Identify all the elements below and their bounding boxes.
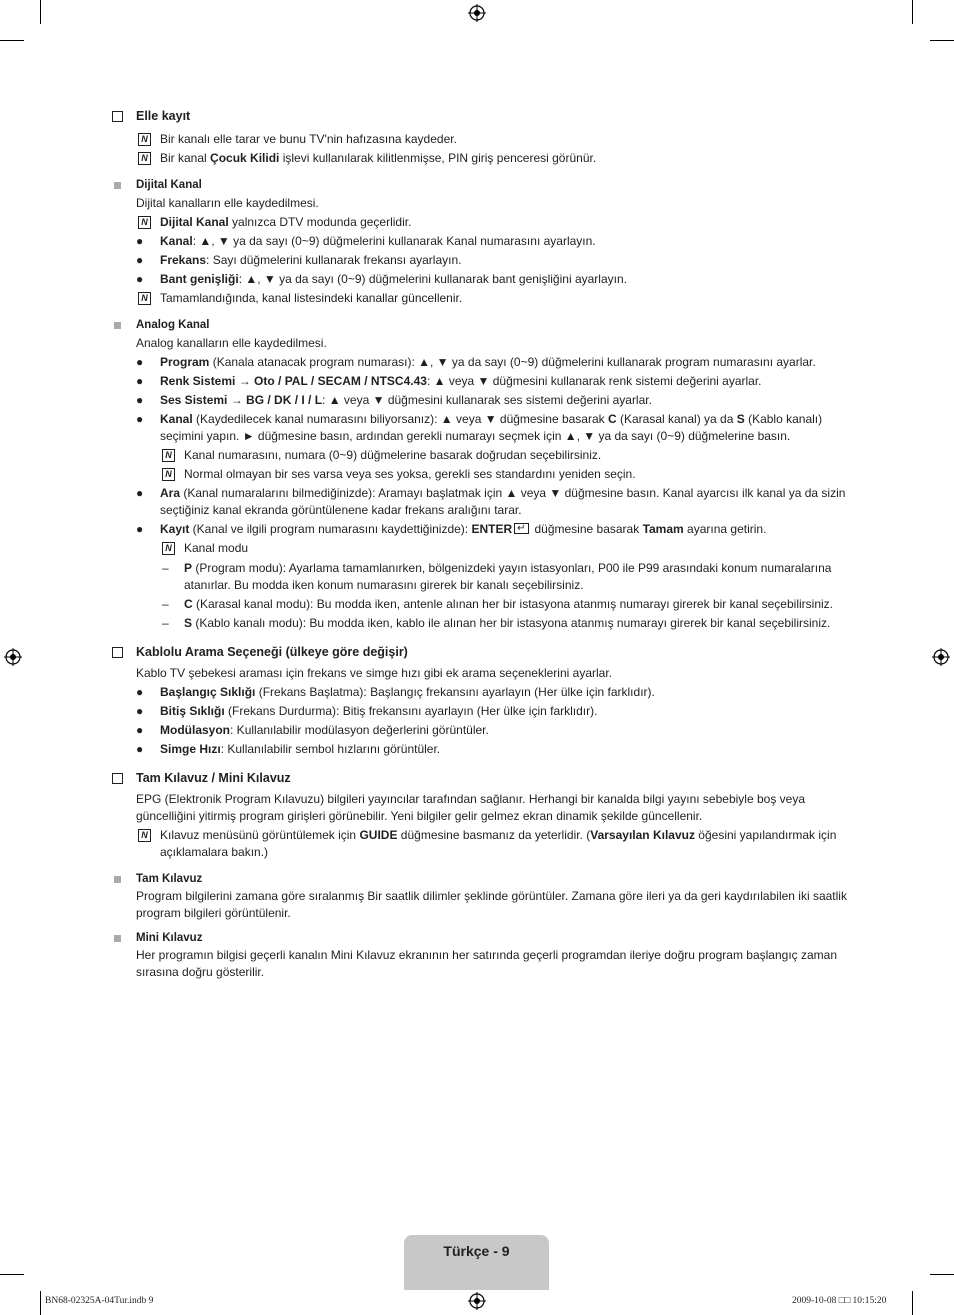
square-bullet-icon bbox=[114, 876, 121, 883]
list-item: ● Frekans: Sayı düğmelerini kullanarak frekansı ayarlayın. bbox=[136, 253, 462, 267]
note: N Kanal numarasını, numara (0~9) düğmelerine basarak doğrudan seçebilirsiniz. bbox=[112, 447, 847, 464]
paragraph: EPG (Elektronik Program Kılavuzu) bilgileri yayıncılar tarafından sağlanır. Herhangi bir kanalda bilgi yayını sebebiyle boş veya güncelliğini yitirmiş program girişleri görünebilir. Yeni bilgiler gelir gelmez ekran dinamik şekilde güncellenir. bbox=[136, 792, 805, 823]
subsection-heading-mini-kilavuz: Mini Kılavuz bbox=[112, 930, 847, 946]
note-icon: N bbox=[138, 152, 151, 165]
page-number: Türkçe - 9 bbox=[443, 1243, 510, 1259]
print-slug-right: 2009-10-08 □□ 10:15:20 bbox=[792, 1296, 887, 1306]
section-heading-elle-kayit: Elle kayıt bbox=[112, 108, 847, 125]
paragraph: Dijital kanalların elle kaydedilmesi. bbox=[136, 196, 319, 210]
list-item: ● Renk Sistemi → Oto / PAL / SECAM / NTSC4.43: ▲ veya ▼ düğmesini kullanarak renk sistemi değerini ayarlar. bbox=[136, 374, 762, 388]
paragraph: Analog kanalların elle kaydedilmesi. bbox=[136, 336, 327, 350]
subsection-heading-analog: Analog Kanal bbox=[112, 317, 847, 333]
note-icon: N bbox=[162, 542, 175, 555]
subsection-heading-dijital: Dijital Kanal bbox=[112, 177, 847, 193]
checkbox-bullet-icon bbox=[112, 773, 123, 784]
note-icon: N bbox=[138, 292, 151, 305]
list-item: ● Bant genişliği: ▲, ▼ ya da sayı (0~9) düğmelerini kullanarak bant genişliğini ayarlayın. bbox=[136, 272, 627, 286]
note-icon: N bbox=[138, 829, 151, 842]
list-item: ● Kanal: ▲, ▼ ya da sayı (0~9) düğmelerini kullanarak Kanal numarasını ayarlayın. bbox=[136, 234, 596, 248]
list-item: ● Modülasyon: Kullanılabilir modülasyon değerlerini görüntüler. bbox=[136, 723, 489, 737]
note-icon: N bbox=[138, 216, 151, 229]
print-slug-left: BN68-02325A-04Tur.indb 9 bbox=[45, 1296, 154, 1306]
enter-icon bbox=[514, 523, 529, 534]
list-item: ● Başlangıç Sıklığı (Frekans Başlatma): Başlangıç frekansını ayarlayın (Her ülke için farklıdır). bbox=[136, 685, 655, 699]
list-item: ● Program (Kanala atanacak program numarası): ▲, ▼ ya da sayı (0~9) düğmelerini kullanarak program numarasını ayarlar. bbox=[136, 355, 816, 369]
list-item: – P (Program modu): Ayarlama tamamlanırken, bölgenizdeki yayın istasyonları, P00 ile P99 arasındaki konum numaralarına atanırlar. Bu modda iken konum numarasını girerek bir kanalı seçebilirsiniz. bbox=[162, 561, 832, 592]
square-bullet-icon bbox=[114, 182, 121, 189]
list-item: – S (Kablo kanalı modu): Bu modda iken, kablo ile alınan her bir istasyona atanmış numarayı girerek bir kanal seçebilirsiniz. bbox=[162, 616, 831, 630]
crosshair-icon bbox=[468, 4, 486, 22]
subsection-heading-tam-kilavuz: Tam Kılavuz bbox=[112, 871, 847, 887]
section-heading-kilavuz: Tam Kılavuz / Mini Kılavuz bbox=[112, 770, 847, 787]
list-item: ● Ses Sistemi → BG / DK / I / L: ▲ veya ▼ düğmesini kullanarak ses sistemi değerini ayarlar. bbox=[136, 393, 652, 407]
crosshair-icon bbox=[932, 648, 950, 666]
crosshair-icon bbox=[4, 648, 22, 666]
note: N Kanal modu bbox=[112, 540, 847, 557]
list-item: ● Kayıt (Kanal ve ilgili program numarasını kaydettiğinizde): ENTER↵ düğmesine basarak Tamam ayarına getirin. bbox=[112, 521, 847, 538]
crop-mark bbox=[912, 1291, 913, 1315]
note: N Bir kanal Çocuk Kilidi işlevi kullanılarak kilitlenmişse, PIN giriş penceresi görünür. bbox=[112, 150, 847, 167]
note-icon: N bbox=[162, 468, 175, 481]
crop-mark bbox=[0, 40, 24, 41]
list-item: – C (Karasal kanal modu): Bu modda iken, antenle alınan her bir istasyona atanmış numarayı girerek bir kanal seçebilirsiniz. bbox=[162, 597, 833, 611]
paragraph: Her programın bilgisi geçerli kanalın Mini Kılavuz ekranının her satırında geçerli programdan ileriye doğru program başlangıç zaman sırasına doğru gösterilir. bbox=[136, 948, 838, 979]
list-item: ● Bitiş Sıklığı (Frekans Durdurma): Bitiş frekansını ayarlayın (Her ülke için farklıdır). bbox=[136, 704, 598, 718]
square-bullet-icon bbox=[114, 322, 121, 329]
note: N Bir kanalı elle tarar ve bunu TV'nin hafızasına kaydeder. bbox=[112, 131, 847, 148]
note-icon: N bbox=[138, 133, 151, 146]
checkbox-bullet-icon bbox=[112, 111, 123, 122]
crop-mark bbox=[40, 1291, 41, 1315]
note: N Kılavuz menüsünü görüntülemek için GUIDE düğmesine basmanız da yeterlidir. (Varsayılan Kılavuz öğesini yapılandırmak için açıklamalara bakın.) bbox=[112, 827, 847, 861]
square-bullet-icon bbox=[114, 935, 121, 942]
note-icon: N bbox=[162, 449, 175, 462]
crosshair-icon bbox=[468, 1292, 486, 1310]
list-item: ● Ara (Kanal numaralarını bilmediğinizde): Aramayı başlatmak için ▲ veya ▼ düğmesine basın. Kanal ayarcısı ilk kanal ya da sizin seçtiğiniz kanal ekranda görüntülenene kadar frekans aralığını tarar. bbox=[136, 486, 846, 517]
note: N Tamamlandığında, kanal listesindeki kanallar güncellenir. bbox=[112, 290, 847, 307]
crop-mark bbox=[0, 1274, 24, 1275]
paragraph: Program bilgilerini zamana göre sıralanmış Bir saatlik dilimler şeklinde görüntüler. Zamana göre ileri ya da geri kaydırılabilen iki saatlik program bilgileri görüntülenir. bbox=[136, 889, 847, 920]
crop-mark bbox=[930, 1274, 954, 1275]
checkbox-bullet-icon bbox=[112, 647, 123, 658]
list-item: ● Simge Hızı: Kullanılabilir sembol hızlarını görüntüler. bbox=[136, 742, 441, 756]
list-item: ● Kanal (Kaydedilecek kanal numarasını biliyorsanız): ▲ veya ▼ düğmesine basarak C (Karasal kanal) ya da S (Kablo kanalı) seçimini yapın. ► düğmesine basın, ardından gerekli numarayı seçmek için ▲, ▼ ya da sayı (0~9) düğmelerine basın. bbox=[136, 412, 823, 443]
section-heading-kablolu: Kablolu Arama Seçeneği (ülkeye göre değişir) bbox=[112, 644, 847, 661]
paragraph: Kablo TV şebekesi araması için frekans ve simge hızı gibi ek arama seçeneklerini ayarlar. bbox=[136, 666, 612, 680]
crop-mark bbox=[40, 0, 41, 24]
crop-mark bbox=[930, 40, 954, 41]
page-number-tab bbox=[404, 1235, 549, 1290]
note: N Dijital Kanal yalnızca DTV modunda geçerlidir. bbox=[112, 214, 847, 231]
page-content bbox=[112, 108, 847, 981]
crop-mark bbox=[912, 0, 913, 24]
note: N Normal olmayan bir ses varsa veya ses yoksa, gerekli ses standardını yeniden seçin. bbox=[112, 466, 847, 483]
